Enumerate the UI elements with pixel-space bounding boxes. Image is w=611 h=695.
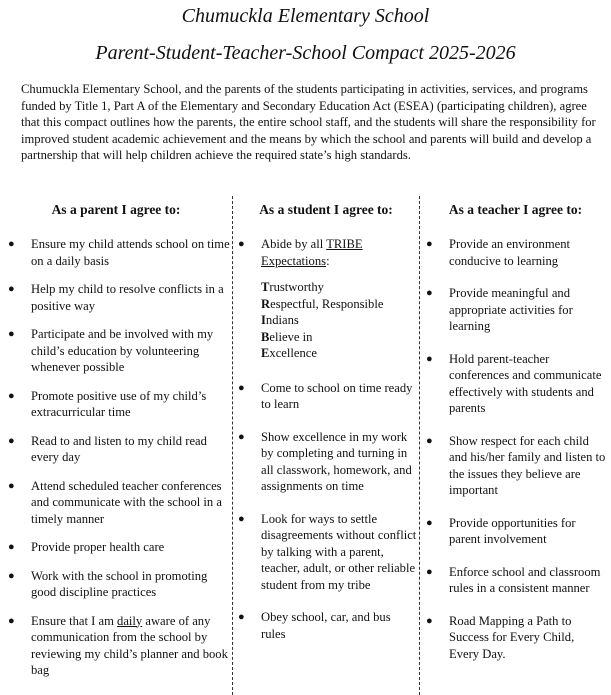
parent-column-heading: As a parent I agree to: xyxy=(51,202,181,217)
item-text: Provide proper health care xyxy=(31,540,165,554)
tribe-line xyxy=(261,312,418,329)
tribe-initial: R xyxy=(261,296,271,311)
item-text-underlined: TRIBE Expectations xyxy=(261,237,363,268)
list-item xyxy=(238,511,418,594)
item-text-before: Ensure that I am xyxy=(31,613,118,628)
school-title: Chumuckla Elementary School xyxy=(181,5,430,27)
list-item xyxy=(238,429,418,495)
list-item xyxy=(8,539,230,556)
tribe-word: xcellence xyxy=(269,346,317,360)
bullet-icon: ● xyxy=(426,516,433,529)
item-text-before: Abide by all xyxy=(261,237,327,251)
teacher-agreement-list xyxy=(426,236,606,678)
item-text: Provide meaningful and appropriate activities for learning xyxy=(449,286,573,333)
list-item xyxy=(426,351,606,417)
item-text: Look for ways to settle disagreements without conflict by talking with a parent, teacher, adult, or other reliable student from my tribe xyxy=(261,511,417,592)
tribe-word: elieve in xyxy=(269,329,313,344)
item-text: Road Mapping a Path to Success for Every Child, Every Day. xyxy=(449,613,575,661)
list-item xyxy=(8,568,230,601)
tribe-word: espectful, Responsible xyxy=(270,296,384,311)
list-item xyxy=(8,613,230,679)
bullet-icon: ● xyxy=(8,434,15,447)
bullet-icon: ● xyxy=(426,565,433,578)
bullet-icon: ● xyxy=(238,512,245,525)
tribe-initial: E xyxy=(261,346,270,360)
item-text-after: aware of any communication from the school by reviewing my child’s planner and book bag xyxy=(31,613,228,677)
bullet-icon: ● xyxy=(8,614,15,627)
list-item xyxy=(426,433,606,499)
list-item xyxy=(238,380,418,413)
bullet-icon: ● xyxy=(238,238,245,250)
bullet-icon: ● xyxy=(238,381,245,394)
parent-agreement-list xyxy=(8,236,230,691)
tribe-acrostic xyxy=(261,279,418,362)
student-agreement-list xyxy=(238,236,418,658)
tribe-initial: B xyxy=(261,329,270,344)
list-item xyxy=(238,609,418,642)
tribe-initial: I xyxy=(261,313,266,327)
tribe-line xyxy=(261,279,418,296)
item-text: Attend scheduled teacher conferences and communicate with the school in a timely manner xyxy=(31,478,222,526)
bullet-icon: ● xyxy=(238,611,245,623)
column-divider xyxy=(419,196,420,695)
item-text: Show respect for each child and his/her family and listen to the issues they believe are important xyxy=(449,433,606,497)
item-text: Enforce school and classroom rules in a consistent manner xyxy=(449,564,601,595)
list-item xyxy=(8,433,230,466)
bullet-icon: ● xyxy=(8,389,15,402)
teacher-column-heading: As a teacher I agree to: xyxy=(448,202,583,217)
list-item xyxy=(238,236,418,362)
bullet-icon: ● xyxy=(8,569,15,582)
item-text: Provide opportunities for parent involvement xyxy=(449,515,576,546)
item-text: Hold parent-teacher conferences and communicate effectively with students and parents xyxy=(449,351,602,415)
tribe-line xyxy=(261,296,418,313)
tribe-initial: T xyxy=(261,280,270,294)
bullet-icon: ● xyxy=(426,352,433,365)
list-item xyxy=(8,326,230,376)
list-item xyxy=(426,613,606,663)
item-text: Participate and be involved with my child’s education by volunteering whenever possible xyxy=(31,327,214,374)
bullet-icon: ● xyxy=(426,614,433,627)
student-column-heading: As a student I agree to: xyxy=(259,202,393,217)
item-text-underlined: daily xyxy=(117,613,143,628)
item-text: Read to and listen to my child read every day xyxy=(31,433,207,464)
item-text: Show excellence in my work by completing and turning in all classwork, homework, and assignments on time xyxy=(261,429,412,493)
item-text: Promote positive use of my child’s extracurricular time xyxy=(31,388,207,419)
item-text-after: : xyxy=(326,253,330,268)
bullet-icon: ● xyxy=(8,541,15,553)
item-text: Provide an environment conducive to learning xyxy=(449,237,571,268)
list-item xyxy=(426,285,606,335)
bullet-icon: ● xyxy=(8,238,15,250)
bullet-icon: ● xyxy=(426,287,433,299)
bullet-icon: ● xyxy=(8,283,15,295)
item-text: Come to school on time ready to learn xyxy=(261,380,413,411)
compact-title: Parent-Student-Teacher-School Compact 2025-2026 xyxy=(95,42,516,64)
bullet-icon: ● xyxy=(238,430,245,443)
tribe-word: ndians xyxy=(265,313,299,327)
item-text: Ensure my child attends school on time on a daily basis xyxy=(31,237,230,268)
list-item xyxy=(8,478,230,528)
bullet-icon: ● xyxy=(426,238,433,250)
tribe-word: rustworthy xyxy=(269,280,324,294)
list-item xyxy=(8,281,230,314)
item-text: Work with the school in promoting good discipline practices xyxy=(31,568,208,599)
bullet-icon: ● xyxy=(426,434,433,447)
list-item xyxy=(426,236,606,269)
column-divider xyxy=(232,196,233,695)
intro-paragraph: Chumuckla Elementary School, and the parents of the students participating in activities, services, and programs funded by Title 1, Part A of the Elementary and Secondary Education Act (ESEA) (participating children), agree that this compact outlines how the parents, the entire school staff, and the students will share the responsibility for improved student academic achievement and the means by which the school and parents will build and develop a partnership that will help children achieve the required state’s high standards. xyxy=(21,82,596,163)
list-item xyxy=(426,564,606,597)
bullet-icon: ● xyxy=(8,479,15,492)
list-item xyxy=(8,236,230,269)
list-item xyxy=(8,388,230,421)
bullet-icon: ● xyxy=(8,328,15,340)
tribe-line xyxy=(261,345,418,362)
tribe-line xyxy=(261,329,418,346)
item-text: Obey school, car, and bus rules xyxy=(261,610,391,641)
item-text: Help my child to resolve conflicts in a positive way xyxy=(31,282,224,313)
list-item xyxy=(426,515,606,548)
